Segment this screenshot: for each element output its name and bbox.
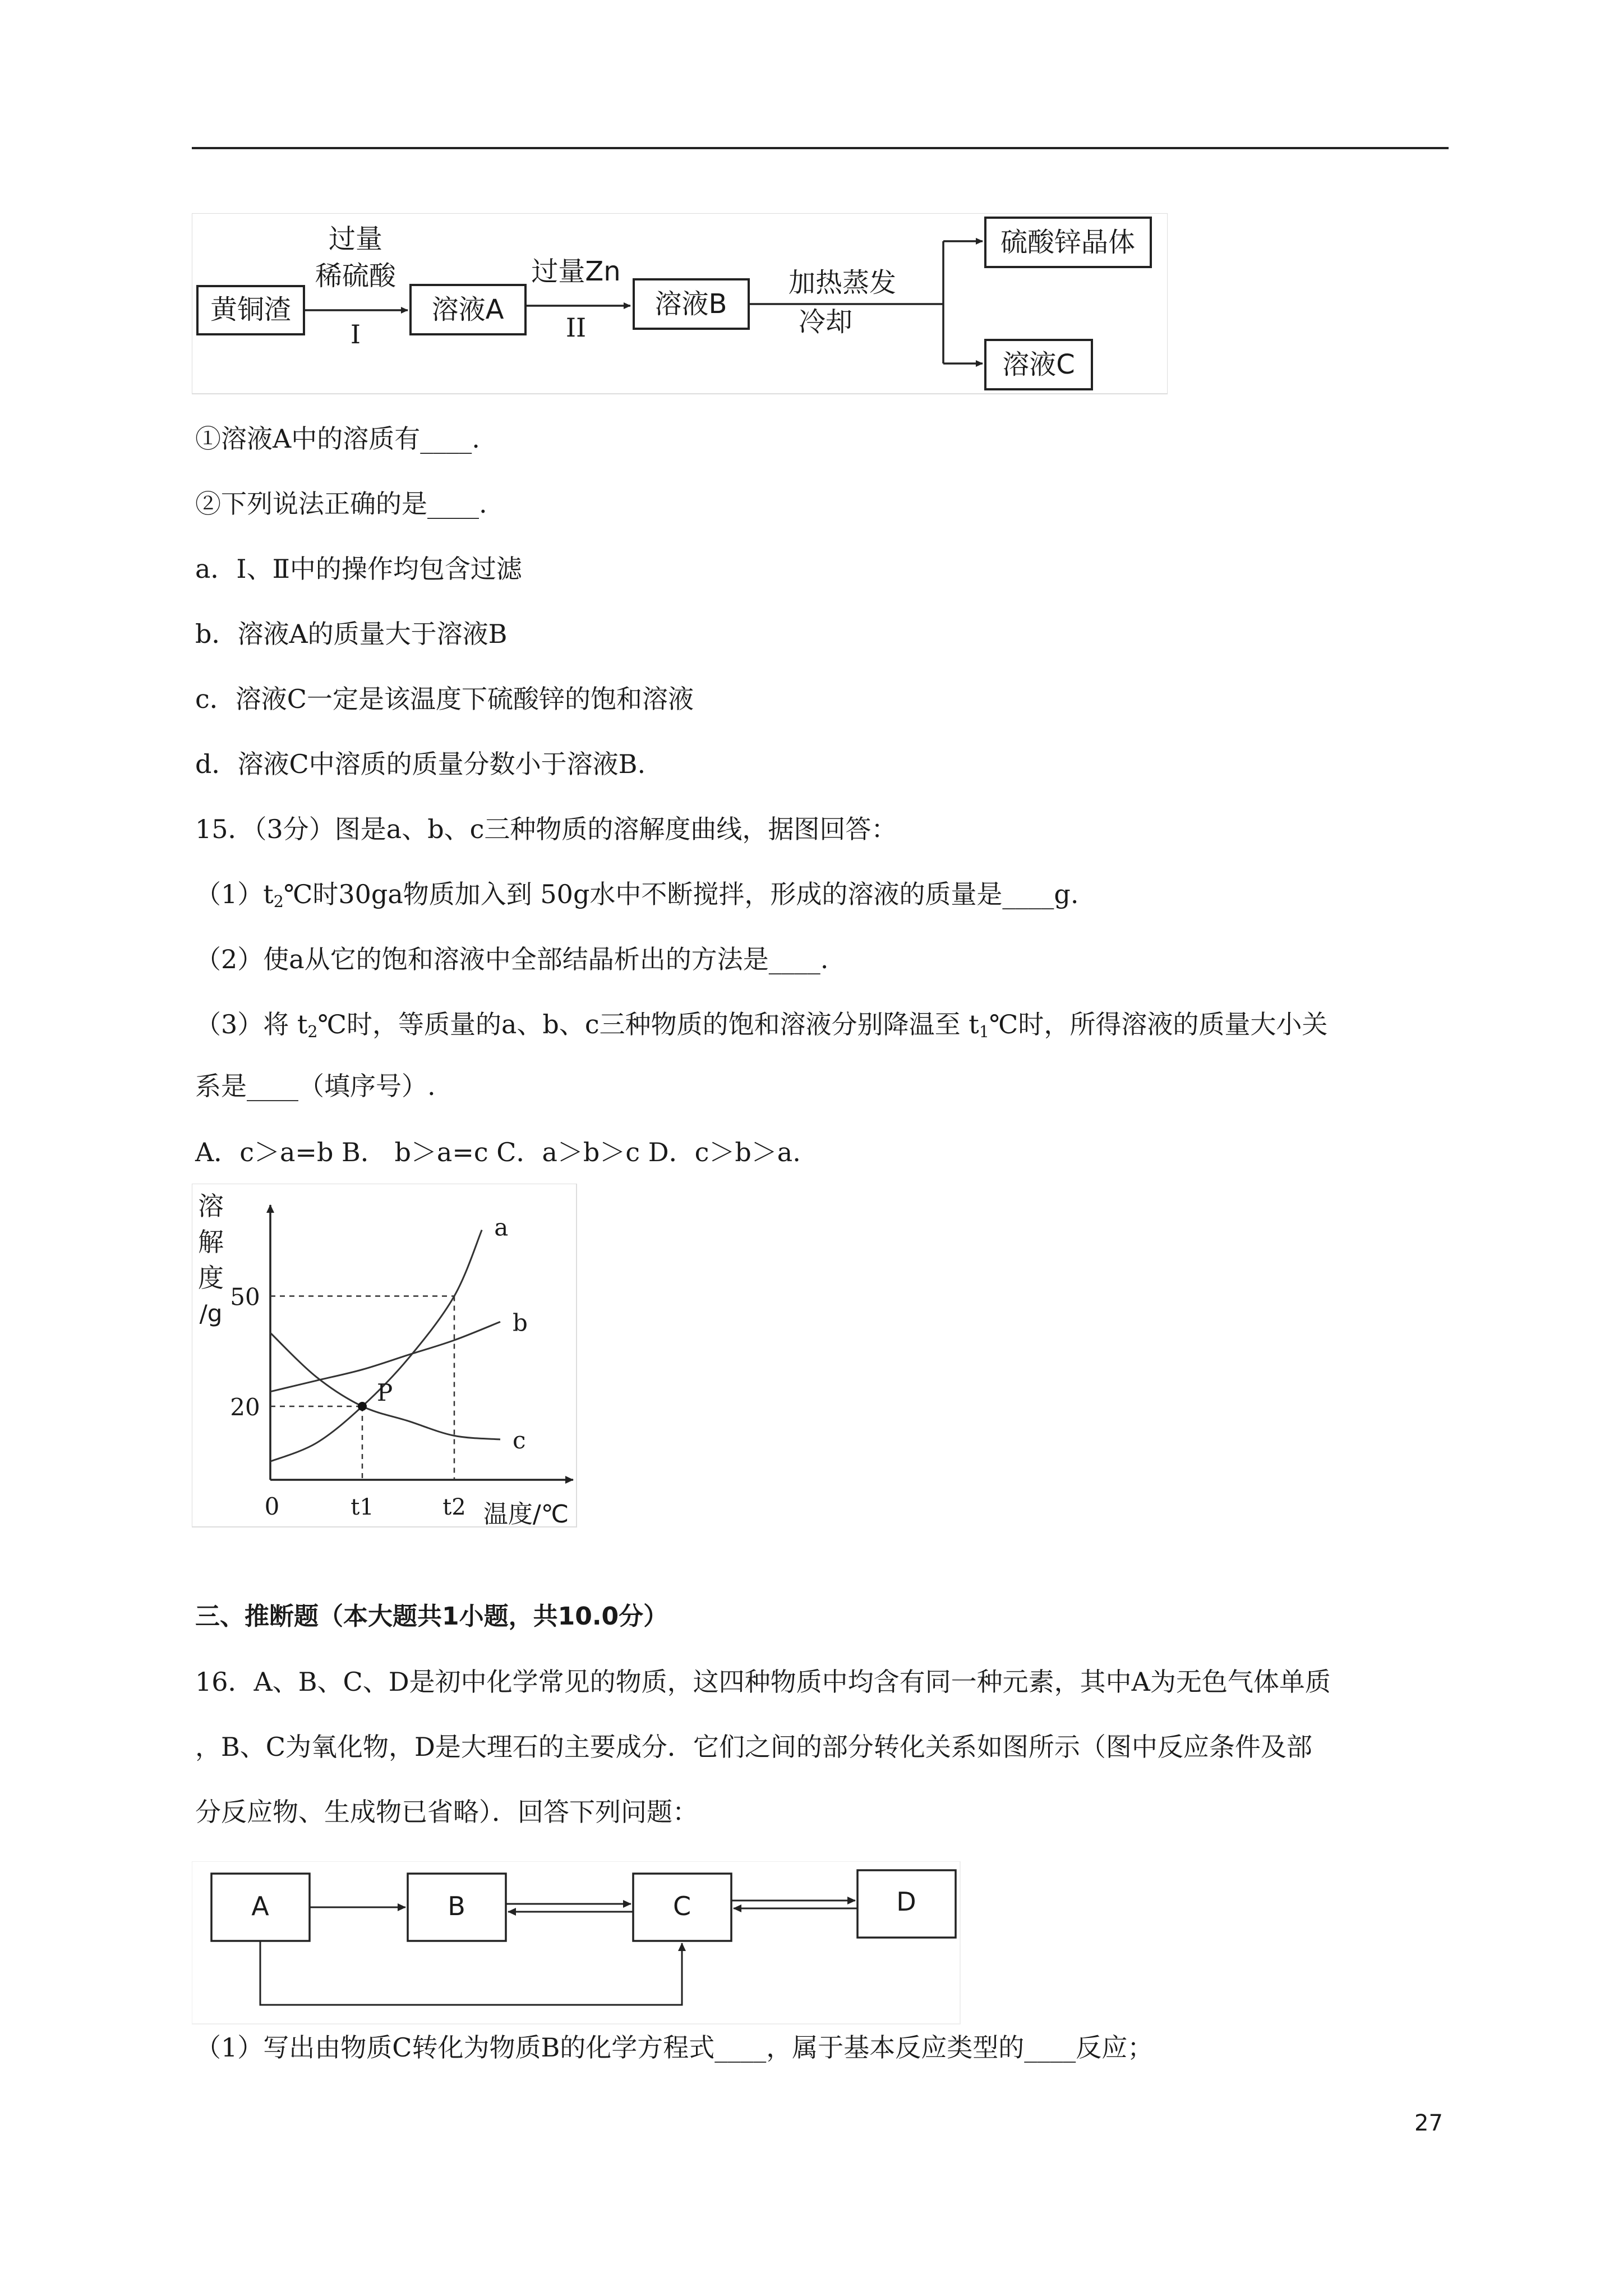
q15-part1: $(1)t_2℃$时30ga物质加入到 50g水中不断搅拌，形成的溶液的质量是____g. <box>195 879 1079 912</box>
flow-box-start-label: 黄铜渣 <box>210 294 292 325</box>
y-label-3: 度 <box>198 1263 224 1293</box>
curve-label-c: c <box>513 1426 526 1454</box>
q15-part3-line2: 系是____（填序号）. <box>195 1071 436 1101</box>
q16-line3: 分反应物、生成物已省略）．回答下列问题： <box>195 1797 698 1827</box>
flow-step2-reagent: 过量Zn <box>531 256 621 287</box>
flow-step3-operation2: 冷却 <box>798 306 853 338</box>
solubility-chart <box>192 1184 584 1531</box>
flow-step2-number: II <box>565 312 587 343</box>
flow-box-a-label: 溶液A <box>431 294 504 325</box>
q14-option-b: b．溶液A的质量大于溶液B <box>195 619 508 649</box>
y-label-1: 溶 <box>198 1191 224 1221</box>
x-axis-label: 温度/℃ <box>483 1500 569 1529</box>
flow-step1-reagent: 过量 <box>328 223 383 255</box>
flow-box-b-label: 溶液B <box>654 288 727 320</box>
diagram-label-b: B <box>448 1891 465 1921</box>
y-tick-label-50: 50 <box>230 1283 260 1311</box>
curve-label-a: a <box>494 1213 509 1241</box>
q14-option-c: c．溶液C一定是该温度下硫酸锌的饱和溶液 <box>195 684 694 714</box>
y-label-4: /g <box>199 1300 223 1327</box>
intersection-point <box>358 1402 367 1411</box>
flow-box-crystal-label: 硫酸锌晶体 <box>1000 227 1136 258</box>
q14-option-a: a．Ⅰ、Ⅱ中的操作均包含过滤 <box>195 554 522 584</box>
section3-heading: 三、推断题（本大题共1小题，共10.0分） <box>195 1602 668 1631</box>
q14-sub1: ①溶液A中的溶质有____. <box>195 424 480 454</box>
flow-step3-operation: 加热蒸发 <box>788 267 897 298</box>
flow-step1-reagent2: 稀硫酸 <box>315 260 396 292</box>
q15-stem: 15．（3分）图是a、b、c三种物质的溶解度曲线，据图回答： <box>195 814 897 844</box>
diagram-label-c: C <box>672 1891 691 1921</box>
diagram-label-d: D <box>896 1887 916 1917</box>
q14-option-d: d．溶液C中溶质的质量分数小于溶液B. <box>195 749 646 779</box>
process-flowchart <box>192 213 1168 398</box>
q15-part2: （2）使a从它的饱和溶液中全部结晶析出的方法是____. <box>195 944 829 974</box>
q16-sub1: （1）写出由物质C转化为物质B的化学方程式____，属于基本反应类型的____反应； <box>195 2032 1154 2063</box>
q14-sub2: ②下列说法正确的是____. <box>195 489 487 519</box>
conversion-diagram <box>192 1861 966 2030</box>
q16-line2: ，B、C为氧化物，D是大理石的主要成分．它们之间的部分转化关系如图所示（图中反应条件及部 <box>195 1732 1312 1762</box>
q16-line1: 16．A、B、C、D是初中化学常见的物质，这四种物质中均含有同一种元素，其中A为无色气体单质 <box>195 1667 1331 1697</box>
x-tick-label-t1: t1 <box>351 1494 374 1520</box>
q15-part3: （3）将 $t_2℃$时，等质量的a、b、c三种物质的饱和溶液分别降温至 $t_1℃$时，所得溶液的质量大小关 <box>195 1009 1328 1042</box>
y-tick-label-20: 20 <box>230 1393 260 1421</box>
diagram-label-a: A <box>251 1891 269 1921</box>
origin-label: 0 <box>264 1493 280 1520</box>
flow-box-c-label: 溶液C <box>1002 349 1075 380</box>
q15-options: A．c＞a=b B． b＞a=c C．a＞b＞c D．c＞b＞a. <box>195 1137 801 1167</box>
flow-step1-number: I <box>350 319 361 349</box>
curve-label-b: b <box>513 1309 528 1337</box>
y-label-2: 解 <box>198 1227 224 1257</box>
x-tick-label-t2: t2 <box>442 1494 466 1520</box>
page-number: 27 <box>1414 2110 1443 2136</box>
intersection-point-label: P <box>377 1379 393 1406</box>
header-rule <box>192 147 1449 149</box>
